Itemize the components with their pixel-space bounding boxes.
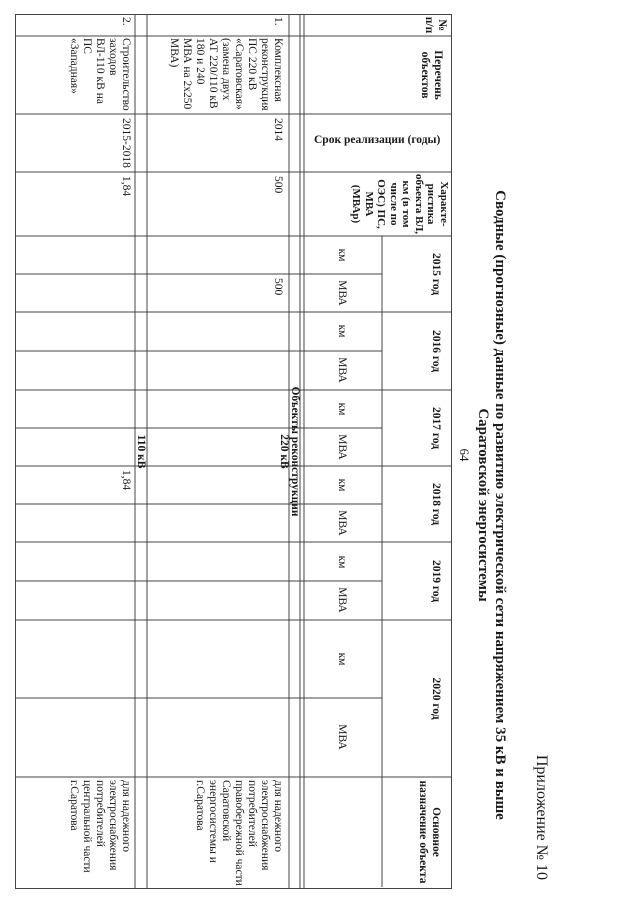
row1-purpose: для надежного электроснабжения потребителей правобережной части Саратовской энергосистемы и г.Саратова <box>194 780 284 886</box>
document-title: Сводные (прогнозные) данные по развитию электрической сети напряжением 35 кВ и выше <box>492 190 508 820</box>
summary-table <box>15 14 452 889</box>
header-km-2018: км <box>336 478 348 492</box>
header-mva-2015: МВА <box>336 280 348 306</box>
row1-characteristic: 500 <box>272 176 284 194</box>
annex-label: Приложение № 10 <box>533 754 550 880</box>
row1-term: 2014 <box>272 118 284 141</box>
header-year-2015: 2015 год <box>430 252 442 296</box>
row2-term: 2015-2018 <box>120 118 132 168</box>
header-km-2020: км <box>336 652 348 666</box>
header-km-2019: км <box>336 555 348 569</box>
section-220kv-label: 220 кВ <box>278 434 290 469</box>
header-characteristic: Характе-ристика объекта ВЛ, км (в том числе по ОЭС) ПС, МВА (МВАр) <box>350 174 450 235</box>
header-list: Перечень объектов <box>419 50 444 100</box>
section-110kv: 110 кВ <box>135 434 147 469</box>
row2-num: 2. <box>120 17 132 26</box>
row2-purpose: для надежного электроснабжения потребителей центральной части г.Саратова <box>68 780 132 873</box>
header-year-2016: 2016 год <box>430 329 442 373</box>
header-mva-2020: МВА <box>336 724 348 750</box>
header-num: № п/п <box>423 16 448 34</box>
header-year-2018: 2018 год <box>430 482 442 526</box>
section-reconstruction: Объекты реконструкции <box>289 386 301 517</box>
row1-num: 1. <box>272 17 284 26</box>
row1-name: Комплексная реконструкция ПС 220 кВ «Саратовская» (замена двух АТ 220/110 кВ 180 и 240 МВА на 2х250 МВА) <box>168 38 284 111</box>
header-mva-2017: МВА <box>336 434 348 460</box>
header-year-2019: 2019 год <box>430 559 442 603</box>
row2-2018-km: 1,84 <box>120 470 132 491</box>
row2-name: Строительство заходов ВЛ-110 кВ на ПС «Западная» <box>68 38 132 111</box>
header-purpose: Основное назначение объекта <box>417 780 442 884</box>
header-mva-2019: МВА <box>336 587 348 613</box>
header-year-2020: 2020 год <box>430 677 442 720</box>
header-mva-2016: МВА <box>336 357 348 383</box>
row1-2015-mva: 500 <box>272 278 284 296</box>
header-km-2017: км <box>336 402 348 416</box>
header-term: Срок реализации (годы) <box>313 134 441 146</box>
header-km-2015: км <box>336 248 348 262</box>
document-subtitle: Саратовской энергосистемы <box>475 408 491 602</box>
header-mva-2018: МВА <box>336 510 348 536</box>
row2-characteristic: 1,84 <box>120 176 132 197</box>
header-km-2016: км <box>336 324 348 338</box>
page-number: 64 <box>457 448 472 462</box>
header-year-2017: 2017 год <box>430 406 442 450</box>
